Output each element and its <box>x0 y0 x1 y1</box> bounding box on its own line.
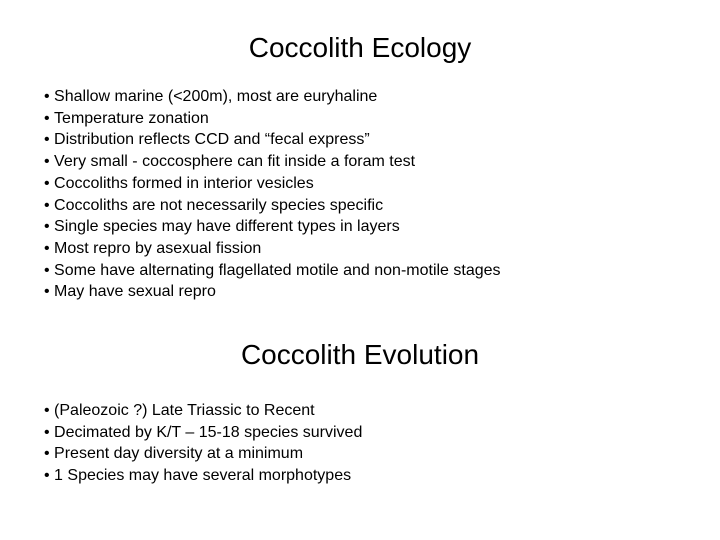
evolution-bullet-list <box>44 400 362 487</box>
ecology-bullet: • Some have alternating flagellated motile and non-motile stages <box>44 260 501 282</box>
evolution-bullet: • 1 Species may have several morphotypes <box>44 465 362 487</box>
ecology-bullet: • Distribution reflects CCD and “fecal express” <box>44 129 501 151</box>
ecology-bullet: • Coccoliths are not necessarily species specific <box>44 195 501 217</box>
ecology-bullet-list <box>44 86 501 303</box>
evolution-title: Coccolith Evolution <box>240 339 480 370</box>
evolution-bullet: • Decimated by K/T – 15-18 species survived <box>44 422 362 444</box>
ecology-title: Coccolith Ecology <box>248 32 472 63</box>
evolution-bullet: • (Paleozoic ?) Late Triassic to Recent <box>44 400 362 422</box>
ecology-bullet: • Coccoliths formed in interior vesicles <box>44 173 501 195</box>
ecology-bullet: • Most repro by asexual fission <box>44 238 501 260</box>
ecology-bullet: • Shallow marine (<200m), most are euryhaline <box>44 86 501 108</box>
ecology-bullet: • May have sexual repro <box>44 281 501 303</box>
evolution-bullet: • Present day diversity at a minimum <box>44 443 362 465</box>
ecology-bullet: • Single species may have different types in layers <box>44 216 501 238</box>
ecology-bullet: • Temperature zonation <box>44 108 501 130</box>
ecology-bullet: • Very small - coccosphere can fit inside a foram test <box>44 151 501 173</box>
